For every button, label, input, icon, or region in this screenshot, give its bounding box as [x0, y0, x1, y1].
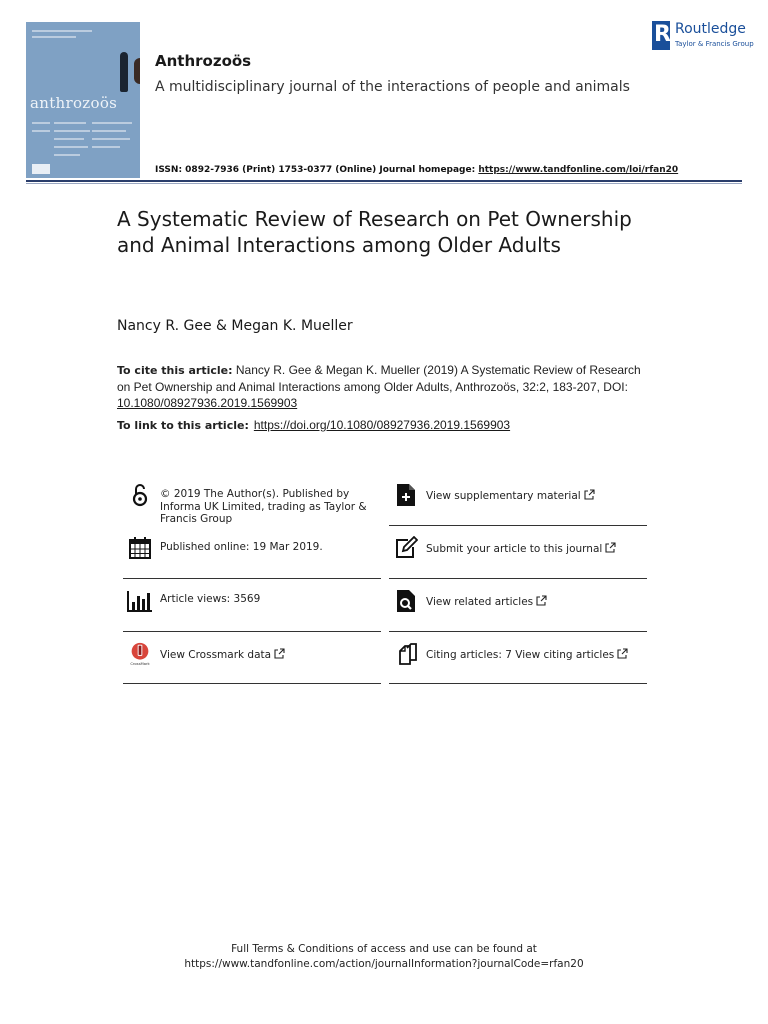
calendar-icon	[127, 535, 153, 561]
grid-divider	[123, 631, 381, 632]
article-link-line	[117, 418, 510, 432]
grid-divider	[389, 578, 647, 579]
views-text: Article views: 3569	[160, 593, 261, 605]
article-title: A Systematic Review of Research on Pet Ownership and Animal Interactions among Older Adults	[117, 207, 632, 257]
published-text: Published online: 19 Mar 2019.	[160, 541, 323, 553]
routledge-mark-icon: R	[652, 21, 670, 50]
publisher-name: Routledge	[675, 21, 746, 37]
cite-label: To cite this article:	[117, 364, 233, 377]
issn-line	[155, 165, 678, 175]
journal-subtitle: A multidisciplinary journal of the interactions of people and animals	[155, 79, 630, 95]
document-plus-icon	[393, 482, 419, 508]
external-link-icon	[536, 595, 547, 610]
grid-divider	[123, 683, 381, 684]
cover-title: anthrozoös	[30, 94, 118, 112]
cite-doi-link[interactable]: 10.1080/08927936.2019.1569903	[117, 396, 298, 410]
copyright-text: © 2019 The Author(s). Published by Informa UK Limited, trading as Taylor & Francis Group	[160, 488, 367, 525]
grid-divider	[389, 683, 647, 684]
cover-animal	[134, 58, 140, 84]
supplementary-material-link[interactable]	[389, 482, 647, 534]
grid-divider	[389, 631, 647, 632]
grid-divider	[389, 525, 647, 526]
submit-article-link[interactable]	[389, 535, 647, 587]
external-link-icon	[605, 542, 616, 557]
grid-divider	[123, 578, 381, 579]
footer-line-1: Full Terms & Conditions of access and use can be found at	[231, 943, 537, 955]
citation-block	[117, 362, 647, 411]
cite-text: Nancy R. Gee & Megan K. Mueller (2019) A Systematic Review of Research on Pet Ownership and Animal Interactions among Older Adults, Anthrozoös, 32:2, 183-207, DOI:	[117, 363, 641, 394]
external-link-icon	[274, 648, 285, 663]
external-link-icon	[584, 489, 595, 504]
edit-pencil-icon	[393, 535, 419, 561]
article-doi-link[interactable]: https://doi.org/10.1080/08927936.2019.1569903	[253, 418, 511, 432]
link-label: To link to this article:	[117, 419, 249, 432]
cover-figure	[120, 52, 128, 92]
crossmark-label: View Crossmark data	[160, 649, 272, 661]
copy-documents-icon	[393, 641, 419, 667]
copyright-notice	[123, 482, 381, 534]
related-articles-link[interactable]	[389, 588, 647, 640]
journal-name: Anthrozoös	[155, 52, 252, 70]
crossmark-icon	[127, 641, 153, 667]
header-divider-thin	[26, 183, 742, 184]
citing-label: Citing articles: 7 View citing articles	[426, 649, 615, 661]
publisher-subtitle: Taylor & Francis Group	[675, 40, 754, 48]
submit-label: Submit your article to this journal	[426, 543, 603, 555]
journal-cover-image	[26, 22, 140, 178]
journal-homepage-link[interactable]: https://www.tandfonline.com/loi/rfan20	[478, 165, 679, 175]
crossmark-link[interactable]	[123, 641, 381, 693]
bar-chart-icon	[127, 588, 153, 614]
crossmark-icon-label: CrossMark	[130, 662, 150, 667]
supplementary-label: View supplementary material	[426, 490, 581, 502]
citing-articles-link[interactable]	[389, 641, 647, 693]
related-label: View related articles	[426, 596, 534, 608]
issn-text: ISSN: 0892-7936 (Print) 1753-0377 (Online) Journal homepage:	[155, 165, 479, 175]
header-divider	[26, 180, 742, 182]
open-access-lock-icon	[127, 482, 153, 508]
published-date	[123, 535, 381, 587]
footer-terms	[0, 942, 768, 972]
article-authors: Nancy R. Gee & Megan K. Mueller	[117, 318, 353, 334]
footer-terms-link[interactable]: https://www.tandfonline.com/action/journalInformation?journalCode=rfan20	[184, 958, 584, 970]
document-search-icon	[393, 588, 419, 614]
article-views	[123, 588, 381, 640]
external-link-icon	[617, 648, 628, 663]
cover-publisher-logo	[32, 164, 50, 174]
